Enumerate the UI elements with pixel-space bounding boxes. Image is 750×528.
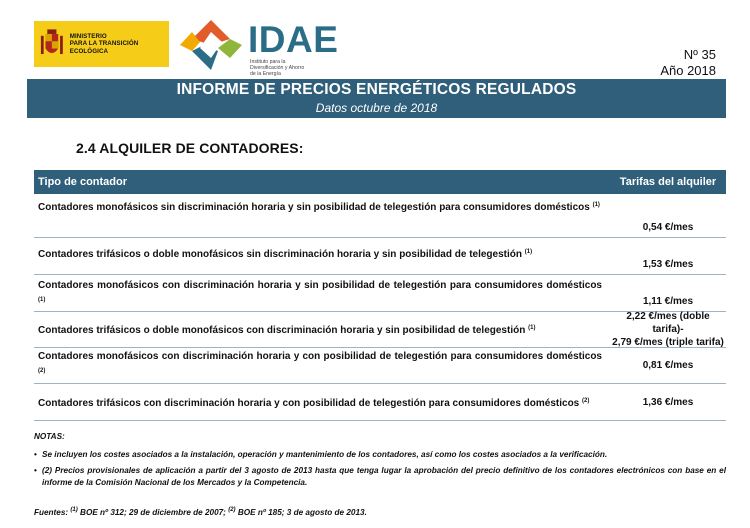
ministry-name-line1: MINISTERIO xyxy=(69,32,107,40)
table-row xyxy=(34,275,726,312)
idae-logo-icon xyxy=(178,18,244,72)
meter-rental-table xyxy=(34,170,726,421)
meter-type-cell: Contadores trifásicos o doble monofásicos sin discriminación horaria y sin posibilidad de telegestión $^{(1)}$ xyxy=(38,249,533,260)
price-cell: 0,81 €/mes xyxy=(642,360,694,371)
report-title-band xyxy=(27,79,726,118)
issue-info xyxy=(660,47,716,79)
ministry-name-line2: PARA LA TRANSICIÓN ECOLÓGICA xyxy=(69,40,139,55)
table-row xyxy=(34,238,726,275)
meter-type-cell: Contadores monofásicos con discriminación horaria y sin posibilidad de telegestión para consumidores domésticos $^{(1)}$ xyxy=(38,280,602,303)
ministry-logo xyxy=(34,21,169,67)
issue-number: Nº 35 xyxy=(683,47,716,62)
report-title: INFORME DE PRECIOS ENERGÉTICOS REGULADOS xyxy=(176,81,577,98)
meter-type-cell: Contadores monofásicos con discriminación horaria y con posibilidad de telegestión para consumidores domésticos $^{(2)}$ xyxy=(38,351,602,374)
table-row xyxy=(34,384,726,421)
price-cell: 1,11 €/mes xyxy=(642,296,694,307)
section-heading: 2.4 ALQUILER DE CONTADORES: xyxy=(76,140,304,156)
coat-of-arms-icon xyxy=(40,27,64,61)
meter-type-cell: Contadores monofásicos sin discriminación horaria y sin posibilidad de telegestión para consumidores domésticos $^{(1)}$ xyxy=(38,202,600,213)
table-row xyxy=(34,194,726,238)
sources-line: Fuentes: $^{(1)}$ BOE nº 312; 29 de diciembre de 2007; $^{(2)}$ BOE nº 185; 3 de agosto de 2013. xyxy=(34,507,367,517)
table-row xyxy=(34,312,726,348)
notes-title: NOTAS: xyxy=(34,432,65,441)
idae-wordmark: IDAE xyxy=(248,19,339,60)
notes-section xyxy=(34,431,726,493)
meter-type-cell: Contadores trifásicos o doble monofásicos con discriminación horaria y sin posibilidad de telegestión $^{(1)}$ xyxy=(38,325,536,336)
table-header xyxy=(34,170,726,194)
column-header-price: Tarifas del alquiler xyxy=(619,176,717,188)
price-cell: 1,53 €/mes xyxy=(642,259,694,270)
column-header-type: Tipo de contador xyxy=(38,176,128,188)
idae-tagline: Instituto para la Diversificación y Ahorro de la Energía xyxy=(250,59,305,77)
note-item: • (2) Precios provisionales de aplicación a partir del 3 agosto de 2013 hasta que tenga lugar la aprobación del precio definitivo de los contadores electrónicos con base en el informe de la Comisión Nacional de los Mercados y la Competencia. xyxy=(34,465,726,489)
price-cell: 1,36 €/mes xyxy=(642,396,694,408)
issue-year: Año 2018 xyxy=(660,63,716,78)
note-item: • Se incluyen los costes asociados a la instalación, operación y mantenimiento de los contadores, así como los costes asociados a la verificación. xyxy=(34,449,726,461)
report-subtitle: Datos octubre de 2018 xyxy=(315,101,438,115)
price-cell: 2,22 €/mes (doble tarifa)- 2,79 €/mes (triple tarifa) xyxy=(612,311,724,348)
table-row xyxy=(34,348,726,384)
meter-type-cell: Contadores trifásicos con discriminación horaria y con posibilidad de telegestión para consumidores domésticos $^{(2)}$ xyxy=(38,397,590,409)
price-cell: 0,54 €/mes xyxy=(642,222,694,233)
